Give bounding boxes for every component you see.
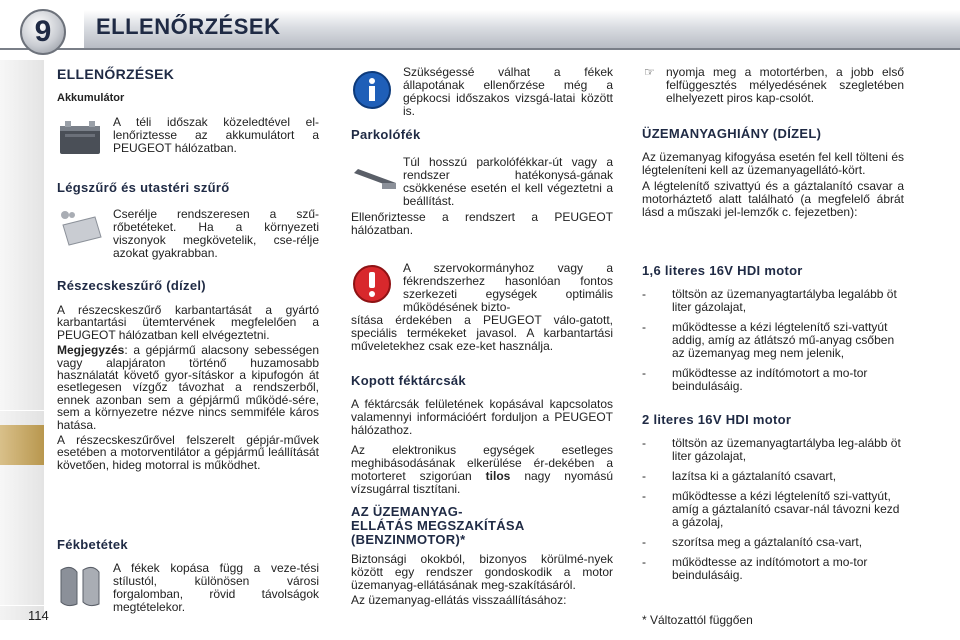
- list-item: - működtesse az indítómotort a mo-tor beindulásáig.: [642, 555, 868, 582]
- side-tab[interactable]: [0, 570, 44, 606]
- handbrake-icon: [352, 165, 398, 195]
- hdi2-heading: 2 literes 16V HDI motor: [642, 412, 792, 427]
- fuel-heading-2: ELLÁTÁS MEGSZAKÍTÁSA: [351, 518, 525, 533]
- warning-text-b: sítása érdekében a PEUGEOT válo-gatott, speciális termékeket javasol. A karbantartási műveletekhez csak eze-ket használja.: [351, 313, 613, 353]
- hdi16-heading: 1,6 literes 16V HDI motor: [642, 263, 803, 278]
- pointer-icon: ☞: [644, 65, 655, 79]
- page-header: [0, 0, 960, 60]
- list-item: - működtesse a kézi légtelenítő szi-vattyút, amíg a gáztalanító csavar-nál távozni kezd a gázolaj,: [642, 489, 900, 529]
- parking-text: Túl hosszú parkolófékkar-út vagy a rendszer hatékonysá-gának csökkenése esetén el kell végeztetni a beállítást.: [403, 155, 613, 208]
- info-text: Szükségessé válhat a fékek állapotának ellenőrzése még a gépkocsi időszakos vizsgá-latai között is.: [403, 65, 613, 118]
- list-item: - szorítsa meg a gáztalanító csa-vart,: [642, 535, 863, 549]
- disc-text-2a: Az elektronikus egységek esetleges meghibásodásának elkerülése ér-dekében a motorteret szigorúan: [351, 443, 613, 483]
- side-tab[interactable]: [0, 500, 44, 536]
- shortage-heading: ÜZEMANYAGHIÁNY (DÍZEL): [642, 126, 822, 141]
- shortage-text-1: Az üzemanyag kifogyása esetén fel kell tölteni és légteleníteni kell az üzemanyagellátó-kört.: [642, 150, 904, 177]
- particle-heading: Részecskeszűrő (dízel): [57, 278, 206, 293]
- brake-pad-icon: [57, 562, 103, 610]
- warning-icon: [352, 264, 392, 304]
- disc-heading: Kopott féktárcsák: [351, 373, 466, 388]
- brakes-heading: Fékbetétek: [57, 537, 128, 552]
- warning-text-a: A szervokormányhoz vagy a fékrendszerhez hasonlóan fontos szerkezeti egységek optimális működésének bizto-: [403, 261, 613, 314]
- battery-text: A téli időszak közeledtével el-lenőriztesse az akkumulátort a PEUGEOT hálózatban.: [113, 115, 319, 155]
- brakes-text: A fékek kopása függ a veze-tési stílustól, különösen városi forgalomban, rövid távolságok megtételekor.: [113, 561, 319, 614]
- hdi16-list: [642, 288, 904, 393]
- battery-heading-wrap: [57, 92, 124, 104]
- col1-title: ELLENŐRZÉSEK: [57, 66, 175, 82]
- disc-text-1: A féktárcsák felületének kopásával kapcsolatos valamennyi információért forduljon a PEUGEOT hálózathoz.: [351, 397, 613, 437]
- side-tab[interactable]: [0, 305, 44, 341]
- list-item: - töltsön az üzemanyagtartályba legalább öt liter gázolajat,: [642, 287, 897, 314]
- side-tab[interactable]: [0, 200, 44, 236]
- page-number: 114: [28, 608, 49, 623]
- header-divider: [0, 48, 960, 50]
- page-title: ELLENŐRZÉSEK: [96, 14, 281, 39]
- side-tab[interactable]: [0, 340, 44, 376]
- particle-note-label: Megjegyzés: [57, 343, 125, 358]
- side-tab-active[interactable]: [0, 425, 44, 465]
- filter-text: Cserélje rendszeresen a szű-rőbetéteket. Ha a környezeti viszonyok megkövetelik, cse-rélje azokat gyakrabban.: [113, 207, 319, 260]
- parking-text-2: Ellenőriztesse a rendszert a PEUGEOT hálózatban.: [351, 210, 613, 237]
- side-tab[interactable]: [0, 465, 44, 501]
- list-item: - működtesse az indítómotort a mo-tor beindulásáig.: [642, 366, 868, 393]
- pointer-text: nyomja meg a motortérben, a jobb első felfüggesztés mélyedésének szegletében elhelyezett piros kap-csolót.: [666, 65, 904, 105]
- section-title: [57, 66, 174, 82]
- particle-text-2: A részecskeszűrővel felszerelt gépjár-művek esetében a motorventilátor a gépjármű leállítását követően, hideg motorral is működhet.: [57, 433, 319, 472]
- side-tab[interactable]: [0, 60, 44, 96]
- side-tab[interactable]: [0, 130, 44, 166]
- fuel-text-1: Biztonsági okokból, bizonyos körülmé-nyek között egy rendszer gondoskodik a motor üzemanyag-ellátásának meg-szakításáról.: [351, 552, 613, 592]
- side-tab[interactable]: [0, 375, 44, 411]
- side-tab[interactable]: [0, 95, 44, 131]
- chapter-badge: [20, 9, 66, 55]
- side-tab[interactable]: [0, 270, 44, 306]
- disc-text-2b: nagy nyomású vízsugárral tisztítani.: [351, 469, 613, 496]
- fuel-heading-3: (BENZINMOTOR)*: [351, 532, 466, 547]
- footnote: * Változattól függően: [642, 613, 753, 627]
- list-item: - töltsön az üzemanyagtartályba leg-alább öt liter gázolajat,: [642, 436, 901, 463]
- parking-heading: Parkolófék: [351, 127, 421, 142]
- side-tab[interactable]: [0, 535, 44, 571]
- side-tab[interactable]: [0, 235, 44, 271]
- shortage-text-2: A légtelenítő szivattyú és a gáztalanító csavar a motorháztető alatt található (a megfelelő ábrát lásd a műszaki jel-lemzők c. fejezetben):: [642, 179, 904, 219]
- info-icon: [352, 70, 392, 110]
- fuel-text-2: Az üzemanyag-ellátás visszaállításához:: [351, 593, 567, 607]
- air-filter-icon: [57, 207, 103, 249]
- filter-heading: Légszűrő és utastéri szűrő: [57, 180, 230, 195]
- fuel-heading-1: AZ ÜZEMANYAG-: [351, 504, 463, 519]
- chapter-number: 9: [34, 15, 52, 48]
- list-item: - lazítsa ki a gáztalanító csavart,: [642, 469, 837, 483]
- side-tab[interactable]: [0, 165, 44, 201]
- disc-text-2-bold: tilos: [485, 469, 511, 483]
- list-item: - működtesse a kézi légtelenítő szi-vattyút addig, amíg az átlátszó mű-anyag csőben az üzemanyag meg nem jelenik,: [642, 320, 895, 360]
- particle-note-text: : a gépjármű alacsony sebességen vagy alapjáraton történő huzamosabb használatát követő gyor-sításkor a kipufogón át esetlegesen vízgőz távozhat a rendszerből, ennek azonban sem a gépjármű működé-sére, sem a környezetre nézve nincs semmiféle káros hatása.: [57, 343, 319, 432]
- particle-text-1: A részecskeszűrő karbantartását a gyártó karbantartási ütemtervének megfelelően a PEUGEOT hálózatban kell elvégeztetni.: [57, 303, 319, 342]
- battery-icon: [57, 116, 103, 156]
- battery-heading: Akkumulátor: [57, 92, 125, 104]
- hdi2-list: [642, 437, 904, 582]
